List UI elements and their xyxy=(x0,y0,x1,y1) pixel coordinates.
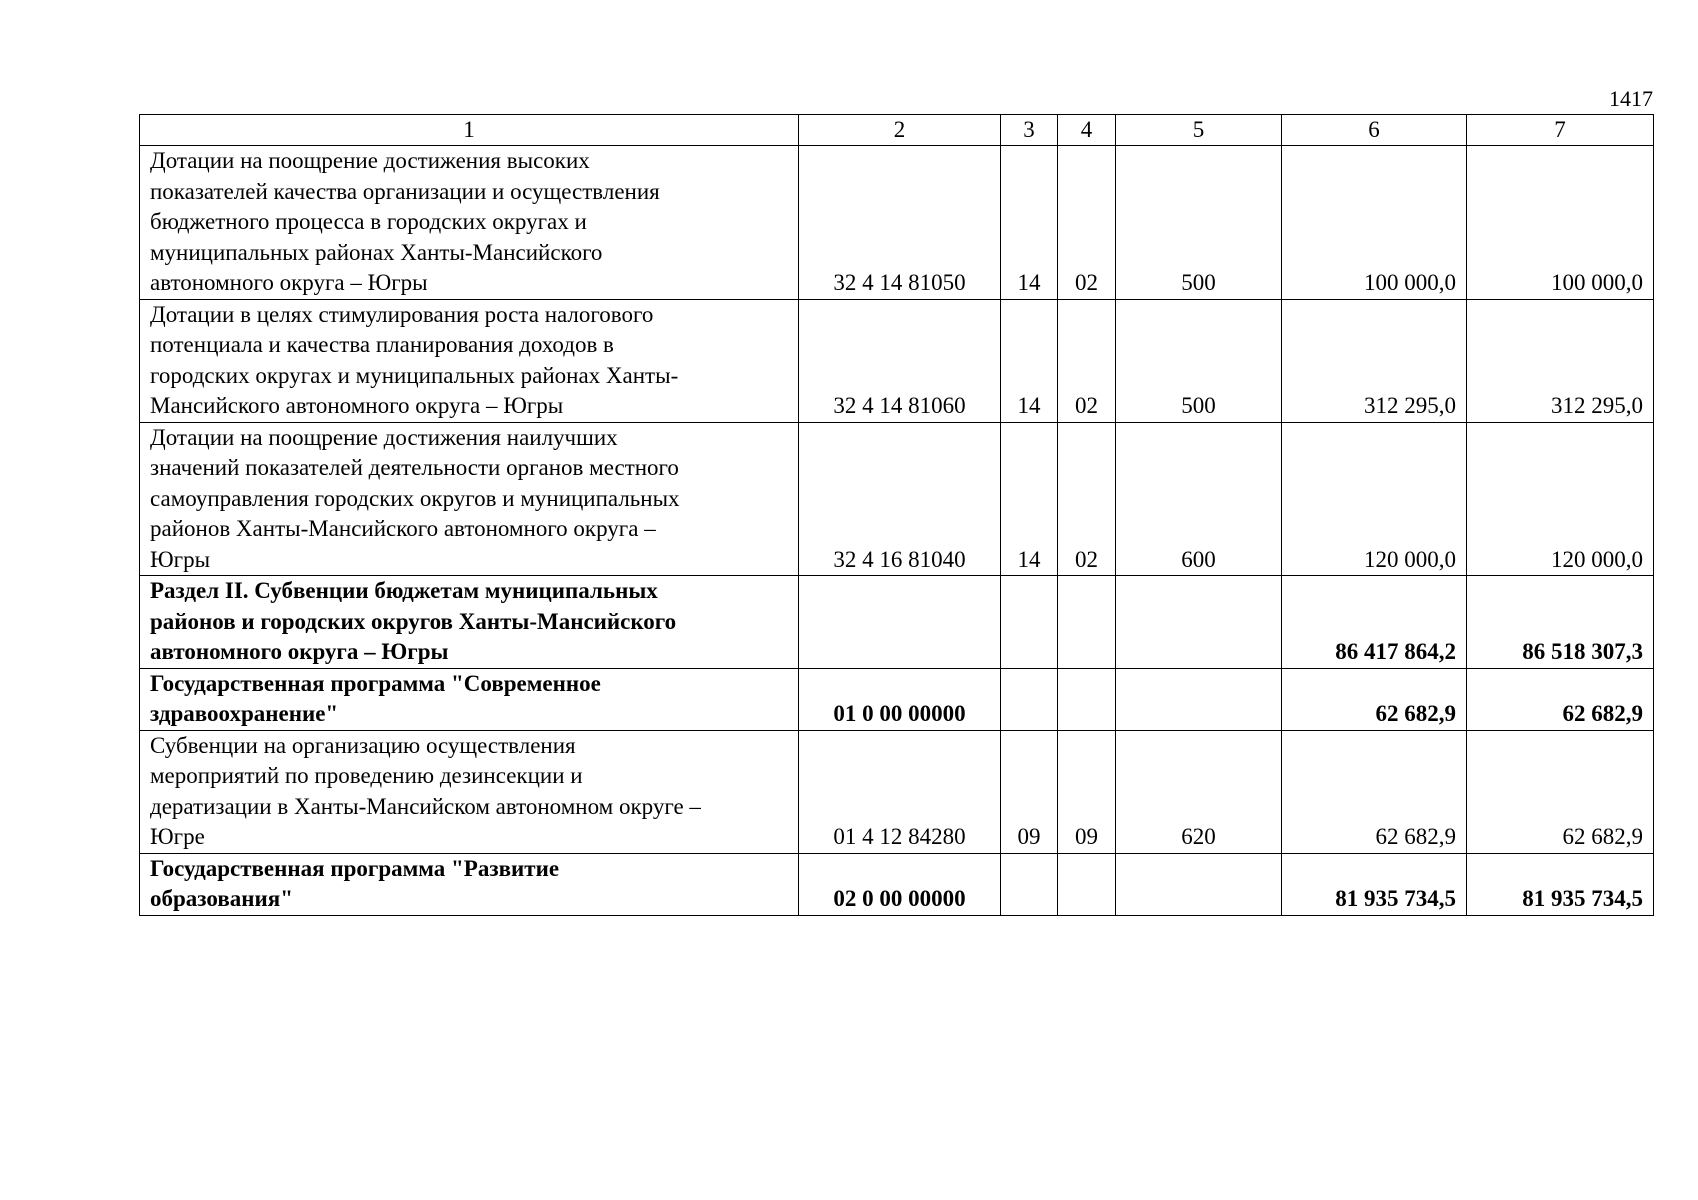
target-article-code: 01 4 12 84280 xyxy=(799,730,1001,853)
section-code xyxy=(1001,853,1058,915)
target-article-code: 02 0 00 00000 xyxy=(799,853,1001,915)
subsection-code: 02 xyxy=(1058,422,1116,576)
description-line: Югре xyxy=(150,824,205,849)
row-description xyxy=(140,576,799,669)
table-row xyxy=(140,576,1654,669)
target-article-code: 32 4 14 81060 xyxy=(799,299,1001,422)
table-row xyxy=(140,730,1654,853)
expense-type-code xyxy=(1116,576,1282,669)
table-row xyxy=(140,299,1654,422)
column-number: 7 xyxy=(1467,115,1654,146)
section-code: 09 xyxy=(1001,730,1058,853)
description-line: образования" xyxy=(150,886,293,911)
amount-year-1: 62 682,9 xyxy=(1282,668,1467,730)
description-line: районов и городских округов Ханты-Мансийского xyxy=(150,608,677,634)
amount-year-1: 100 000,0 xyxy=(1282,146,1467,300)
expense-type-code: 600 xyxy=(1116,422,1282,576)
row-description xyxy=(140,422,799,576)
row-description xyxy=(140,853,799,915)
amount-year-2: 312 295,0 xyxy=(1467,299,1654,422)
amount-year-1: 86 417 864,2 xyxy=(1282,576,1467,669)
column-number-row xyxy=(140,115,1654,146)
column-number: 2 xyxy=(799,115,1001,146)
description-line: здравоохранение" xyxy=(150,701,339,726)
description-line: Дотации в целях стимулирования роста налогового xyxy=(150,301,654,327)
subsection-code: 02 xyxy=(1058,299,1116,422)
description-line: автономного округа – Югры xyxy=(150,270,428,295)
description-line: муниципальных районах Ханты-Мансийского xyxy=(150,239,603,265)
target-article-code: 01 0 00 00000 xyxy=(799,668,1001,730)
description-line: бюджетного процесса в городских округах и xyxy=(150,209,587,234)
description-line: Государственная программа "Современное xyxy=(150,670,601,696)
budget-table xyxy=(139,114,1654,916)
section-code xyxy=(1001,576,1058,669)
description-line: самоуправления городских округов и муниципальных xyxy=(150,485,680,511)
description-line: показателей качества организации и осуществления xyxy=(150,178,660,204)
subsection-code: 02 xyxy=(1058,146,1116,300)
description-line: дератизации в Ханты-Мансийском автономном округе – xyxy=(150,793,701,819)
column-number: 4 xyxy=(1058,115,1116,146)
section-code: 14 xyxy=(1001,422,1058,576)
table-row xyxy=(140,668,1654,730)
row-description xyxy=(140,146,799,300)
description-line: потенциала и качества планирования доходов в xyxy=(150,332,614,357)
section-code: 14 xyxy=(1001,299,1058,422)
target-article-code: 32 4 14 81050 xyxy=(799,146,1001,300)
section-code: 14 xyxy=(1001,146,1058,300)
description-line: Дотации на поощрение достижения наилучших xyxy=(150,424,618,450)
amount-year-1: 62 682,9 xyxy=(1282,730,1467,853)
subsection-code: 09 xyxy=(1058,730,1116,853)
target-article-code: 32 4 16 81040 xyxy=(799,422,1001,576)
expense-type-code: 500 xyxy=(1116,146,1282,300)
column-number: 5 xyxy=(1116,115,1282,146)
subsection-code xyxy=(1058,853,1116,915)
amount-year-2: 120 000,0 xyxy=(1467,422,1654,576)
description-line: Дотации на поощрение достижения высоких xyxy=(150,148,590,173)
amount-year-1: 312 295,0 xyxy=(1282,299,1467,422)
amount-year-2: 100 000,0 xyxy=(1467,146,1654,300)
expense-type-code xyxy=(1116,668,1282,730)
description-line: Раздел II. Субвенции бюджетам муниципальных xyxy=(150,578,658,603)
row-description xyxy=(140,299,799,422)
subsection-code xyxy=(1058,576,1116,669)
description-line: Югры xyxy=(150,546,211,572)
description-line: Мансийского автономного округа – Югры xyxy=(150,393,564,418)
expense-type-code: 620 xyxy=(1116,730,1282,853)
description-line: Субвенции на организацию осуществления xyxy=(150,732,576,758)
row-description xyxy=(140,668,799,730)
column-number: 3 xyxy=(1001,115,1058,146)
amount-year-2: 62 682,9 xyxy=(1467,668,1654,730)
amount-year-1: 81 935 734,5 xyxy=(1282,853,1467,915)
table-row xyxy=(140,146,1654,300)
amount-year-2: 81 935 734,5 xyxy=(1467,853,1654,915)
subsection-code xyxy=(1058,668,1116,730)
section-code xyxy=(1001,668,1058,730)
description-line: городских округах и муниципальных районах Ханты- xyxy=(150,362,679,388)
page-number: 1417 xyxy=(1609,86,1653,111)
amount-year-1: 120 000,0 xyxy=(1282,422,1467,576)
column-number: 6 xyxy=(1282,115,1467,146)
expense-type-code: 500 xyxy=(1116,299,1282,422)
description-line: автономного округа – Югры xyxy=(150,639,449,664)
column-number: 1 xyxy=(140,115,799,146)
expense-type-code xyxy=(1116,853,1282,915)
table-row xyxy=(140,853,1654,915)
amount-year-2: 86 518 307,3 xyxy=(1467,576,1654,669)
row-description xyxy=(140,730,799,853)
amount-year-2: 62 682,9 xyxy=(1467,730,1654,853)
description-line: значений показателей деятельности органов местного xyxy=(150,455,679,480)
description-line: районов Ханты-Мансийского автономного округа – xyxy=(150,516,656,541)
table-row xyxy=(140,422,1654,576)
description-line: Государственная программа "Развитие xyxy=(150,855,560,881)
description-line: мероприятий по проведению дезинсекции и xyxy=(150,763,583,788)
target-article-code xyxy=(799,576,1001,669)
